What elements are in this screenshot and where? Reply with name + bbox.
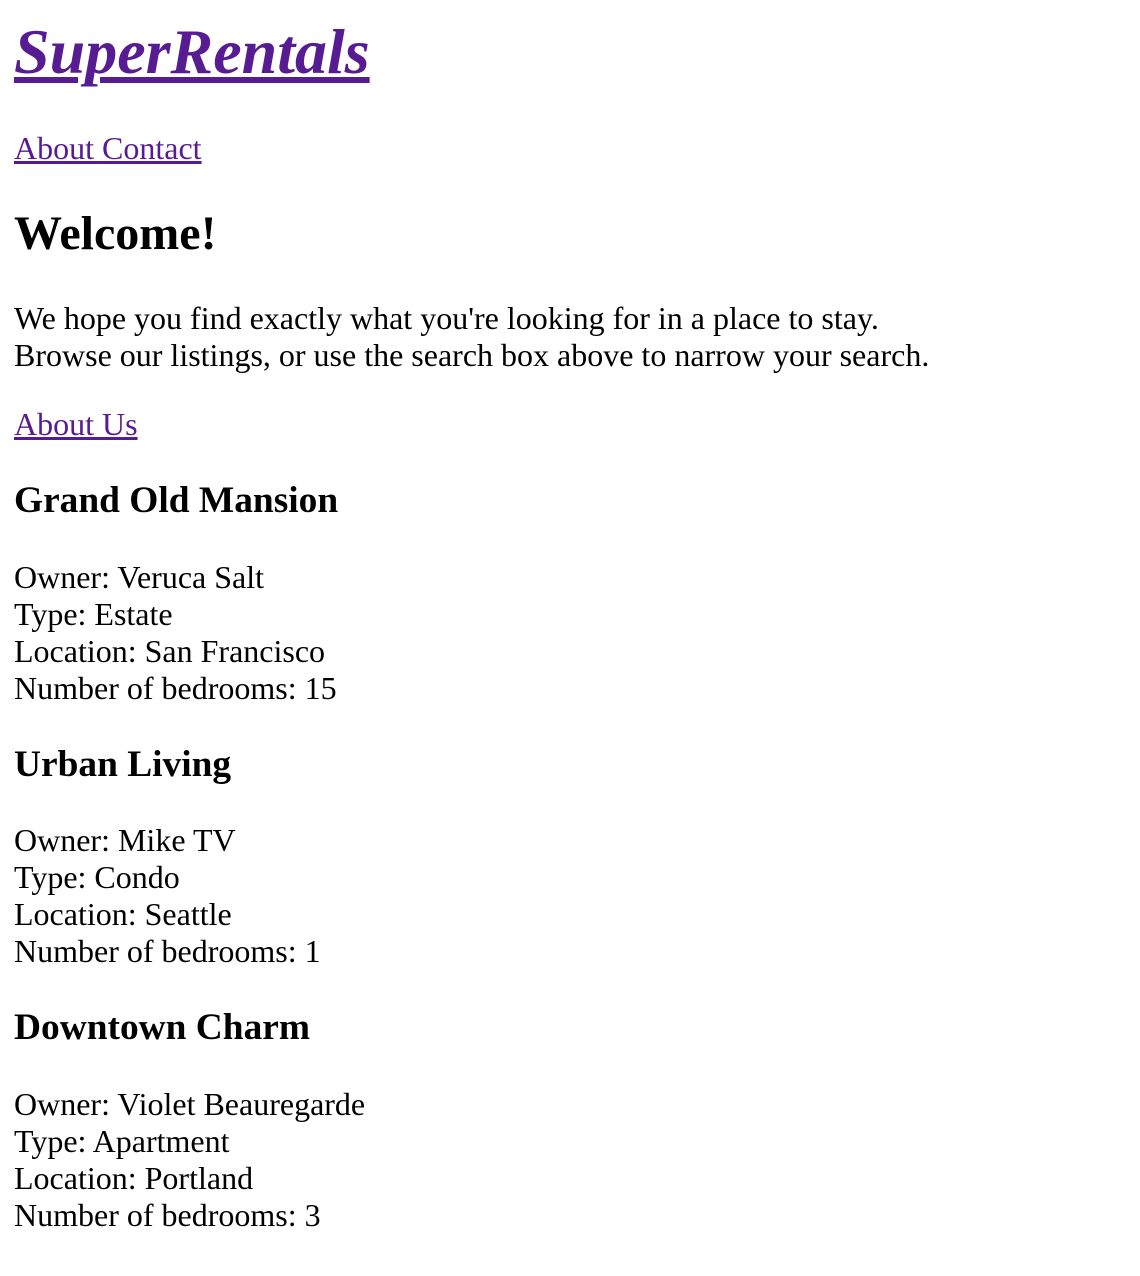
rental-type-line (14, 859, 1126, 896)
owner-value: Veruca Salt (117, 558, 264, 595)
type-value: Condo (94, 859, 180, 896)
bedrooms-label: Number of bedrooms: (14, 669, 297, 706)
nav-link-contact[interactable]: Contact (102, 130, 202, 167)
location-value: Portland (144, 1159, 254, 1196)
rental-title: Grand Old Mansion (14, 480, 339, 522)
intro-line-1: We hope you find exactly what you're looking for in a place to stay. (14, 300, 879, 337)
type-value: Estate (94, 595, 173, 632)
rental-listing (14, 1007, 1126, 1234)
intro-line-2: Browse our listings, or use the search box above to narrow your search. (14, 337, 930, 374)
main-nav (14, 130, 1126, 167)
page-header (14, 16, 1126, 167)
rental-owner-line (14, 559, 1126, 596)
page-body (14, 207, 1126, 1234)
rental-type-line (14, 1123, 1126, 1160)
bedrooms-value: 3 (304, 1196, 321, 1233)
rental-owner-line (14, 1086, 1126, 1123)
owner-label: Owner: (14, 558, 110, 595)
rental-owner-line (14, 822, 1126, 859)
location-label: Location: (14, 1159, 137, 1196)
owner-value: Violet Beauregarde (117, 1085, 366, 1122)
site-title (14, 16, 370, 87)
welcome-heading: Welcome! (14, 207, 217, 261)
bedrooms-label: Number of bedrooms: (14, 1196, 297, 1233)
type-value: Apartment (92, 1122, 230, 1159)
owner-value: Mike TV (117, 822, 236, 859)
bedrooms-value: 1 (304, 933, 321, 970)
location-value: San Francisco (144, 632, 326, 669)
rental-bedrooms-line (14, 933, 1126, 970)
bedrooms-value: 15 (304, 669, 337, 706)
type-label: Type: (14, 1122, 87, 1159)
rental-listing (14, 480, 1126, 707)
site-title-link[interactable] (14, 16, 370, 130)
type-label: Type: (14, 595, 87, 632)
nav-link-about[interactable]: About (14, 130, 94, 167)
rental-location-line (14, 633, 1126, 670)
rental-bedrooms-line (14, 1197, 1126, 1234)
about-us-link[interactable]: About Us (14, 406, 138, 443)
owner-label: Owner: (14, 822, 110, 859)
rental-type-line (14, 596, 1126, 633)
rental-title: Downtown Charm (14, 1007, 311, 1049)
rental-location-line (14, 1160, 1126, 1197)
owner-label: Owner: (14, 1085, 110, 1122)
intro-paragraph (14, 300, 1126, 374)
about-us-row (14, 406, 1126, 443)
location-label: Location: (14, 896, 137, 933)
rental-bedrooms-line (14, 670, 1126, 707)
rental-title: Urban Living (14, 743, 232, 785)
rental-location-line (14, 896, 1126, 933)
type-label: Type: (14, 859, 87, 896)
location-label: Location: (14, 632, 137, 669)
bedrooms-label: Number of bedrooms: (14, 933, 297, 970)
location-value: Seattle (144, 896, 232, 933)
rental-listing (14, 744, 1126, 971)
site-title-text: SuperRentals (14, 16, 370, 87)
